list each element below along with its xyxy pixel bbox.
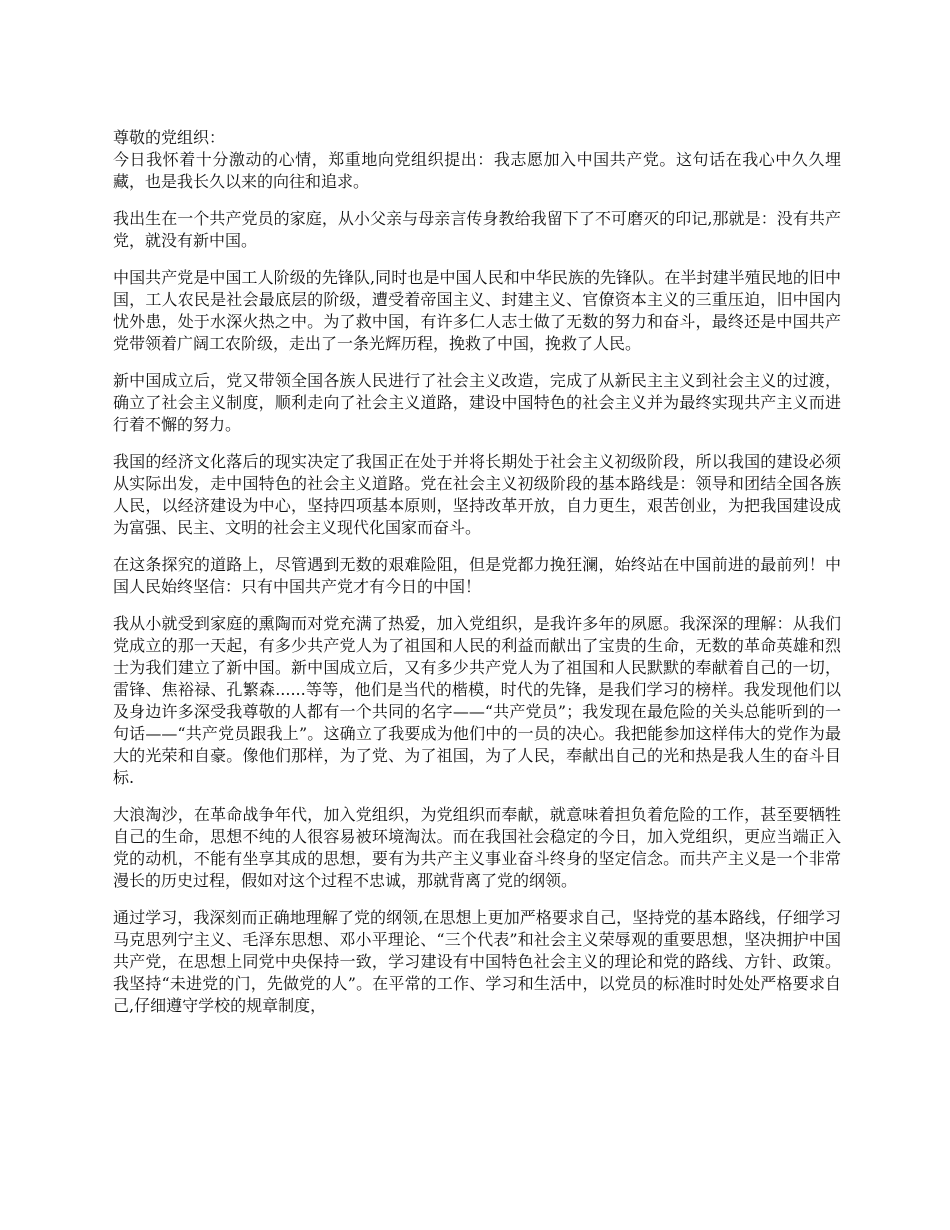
paragraph-5: 我国的经济文化落后的现实决定了我国正在处于并将长期处于社会主义初级阶段，所以我国的建设必须从实际出发，走中国特色的社会主义道路。党在社会主义初级阶段的基本路线是：领导和团结全国各族人民，以经济建设为中心，坚持四项基本原则，坚持改革开放，自力更生，艰苦创业，为把我国建设成为富强、民主、文明的社会主义现代化国家而奋斗。 xyxy=(113,452,841,537)
paragraph-9: 通过学习，我深刻而正确地理解了党的纲领,在思想上更加严格要求自己，坚持党的基本路线，仔细学习马克思列宁主义、毛泽东思想、邓小平理论、“三个代表”和社会主义荣辱观的重要思想，坚决拥护中国共产党，在思想上同党中央保持一致，学习建设有中国特色社会主义的理论和党的路线、方针、政策。我坚持“未进党的门，先做党的人”。在平常的工作、学习和生活中，以党员的标准时时处处严格要求自己,仔细遵守学校的规章制度， xyxy=(113,908,841,1015)
paragraph-7: 我从小就受到家庭的熏陶而对党充满了热爱，加入党组织，是我许多年的夙愿。我深深的理解：从我们党成立的那一天起，有多少共产党人为了祖国和人民的利益而献出了宝贵的生命，无数的革命英雄和烈士为我们建立了新中国。新中国成立后，又有多少共产党人为了祖国和人民默默的奉献着自己的一切，雷锋、焦裕禄、孔繁森......等等，他们是当代的楷模，时代的先锋，是我们学习的榜样。我发现他们以及身边许多深受我尊敬的人都有一个共同的名字——“共产党员”；我发现在最危险的关头总能听到的一句话——“共产党员跟我上”。这确立了我要成为他们中的一员的决心。我把能参加这样伟大的党作为最大的光荣和自豪。像他们那样，为了党、为了祖国，为了人民，奉献出自己的光和热是我人生的奋斗目标. xyxy=(113,614,841,787)
salutation: 尊敬的党组织： xyxy=(113,128,226,147)
paragraph-8: 大浪淘沙，在革命战争年代，加入党组织，为党组织而奉献，就意味着担负着危险的工作，甚至要牺牲自己的生命，思想不纯的人很容易被环境淘汰。而在我国社会稳定的今日，加入党组织，更应当端正入党的动机，不能有坐享其成的思想，要有为共产主义事业奋斗终身的坚定信念。而共产主义是一个非常漫长的历史过程，假如对这个过程不忠诚，那就背离了党的纲领。 xyxy=(113,805,841,890)
paragraph-1: 今日我怀着十分激动的心情，郑重地向党组织提出：我志愿加入中国共产党。这句话在我心中久久埋藏，也是我长久以来的向往和追求。 xyxy=(113,150,841,191)
paragraph-2: 我出生在一个共产党员的家庭，从小父亲与母亲言传身教给我留下了不可磨灭的印记,那就是：没有共产党，就没有新中国。 xyxy=(113,209,841,250)
paragraph-4: 新中国成立后，党又带领全国各族人民进行了社会主义改造，完成了从新民主主义到社会主义的过渡，确立了社会主义制度，顺利走向了社会主义道路，建设中国特色的社会主义并为最终实现共产主义而进行着不懈的努力。 xyxy=(113,371,841,434)
paragraph-6: 在这条探究的道路上，尽管遇到无数的艰难险阻，但是党都力挽狂澜，始终站在中国前进的最前列！中国人民始终坚信：只有中国共产党才有今日的中国！ xyxy=(113,555,841,596)
document-page xyxy=(113,127,841,1032)
paragraph-3: 中国共产党是中国工人阶级的先锋队,同时也是中国人民和中华民族的先锋队。在半封建半殖民地的旧中国，工人农民是社会最底层的阶级，遭受着帝国主义、封建主义、官僚资本主义的三重压迫，旧中国内忧外患，处于水深火热之中。为了救中国，有许多仁人志士做了无数的努力和奋斗，最终还是中国共产党带领着广阔工农阶级，走出了一条光辉历程，挽救了中国，挽救了人民。 xyxy=(113,268,841,353)
